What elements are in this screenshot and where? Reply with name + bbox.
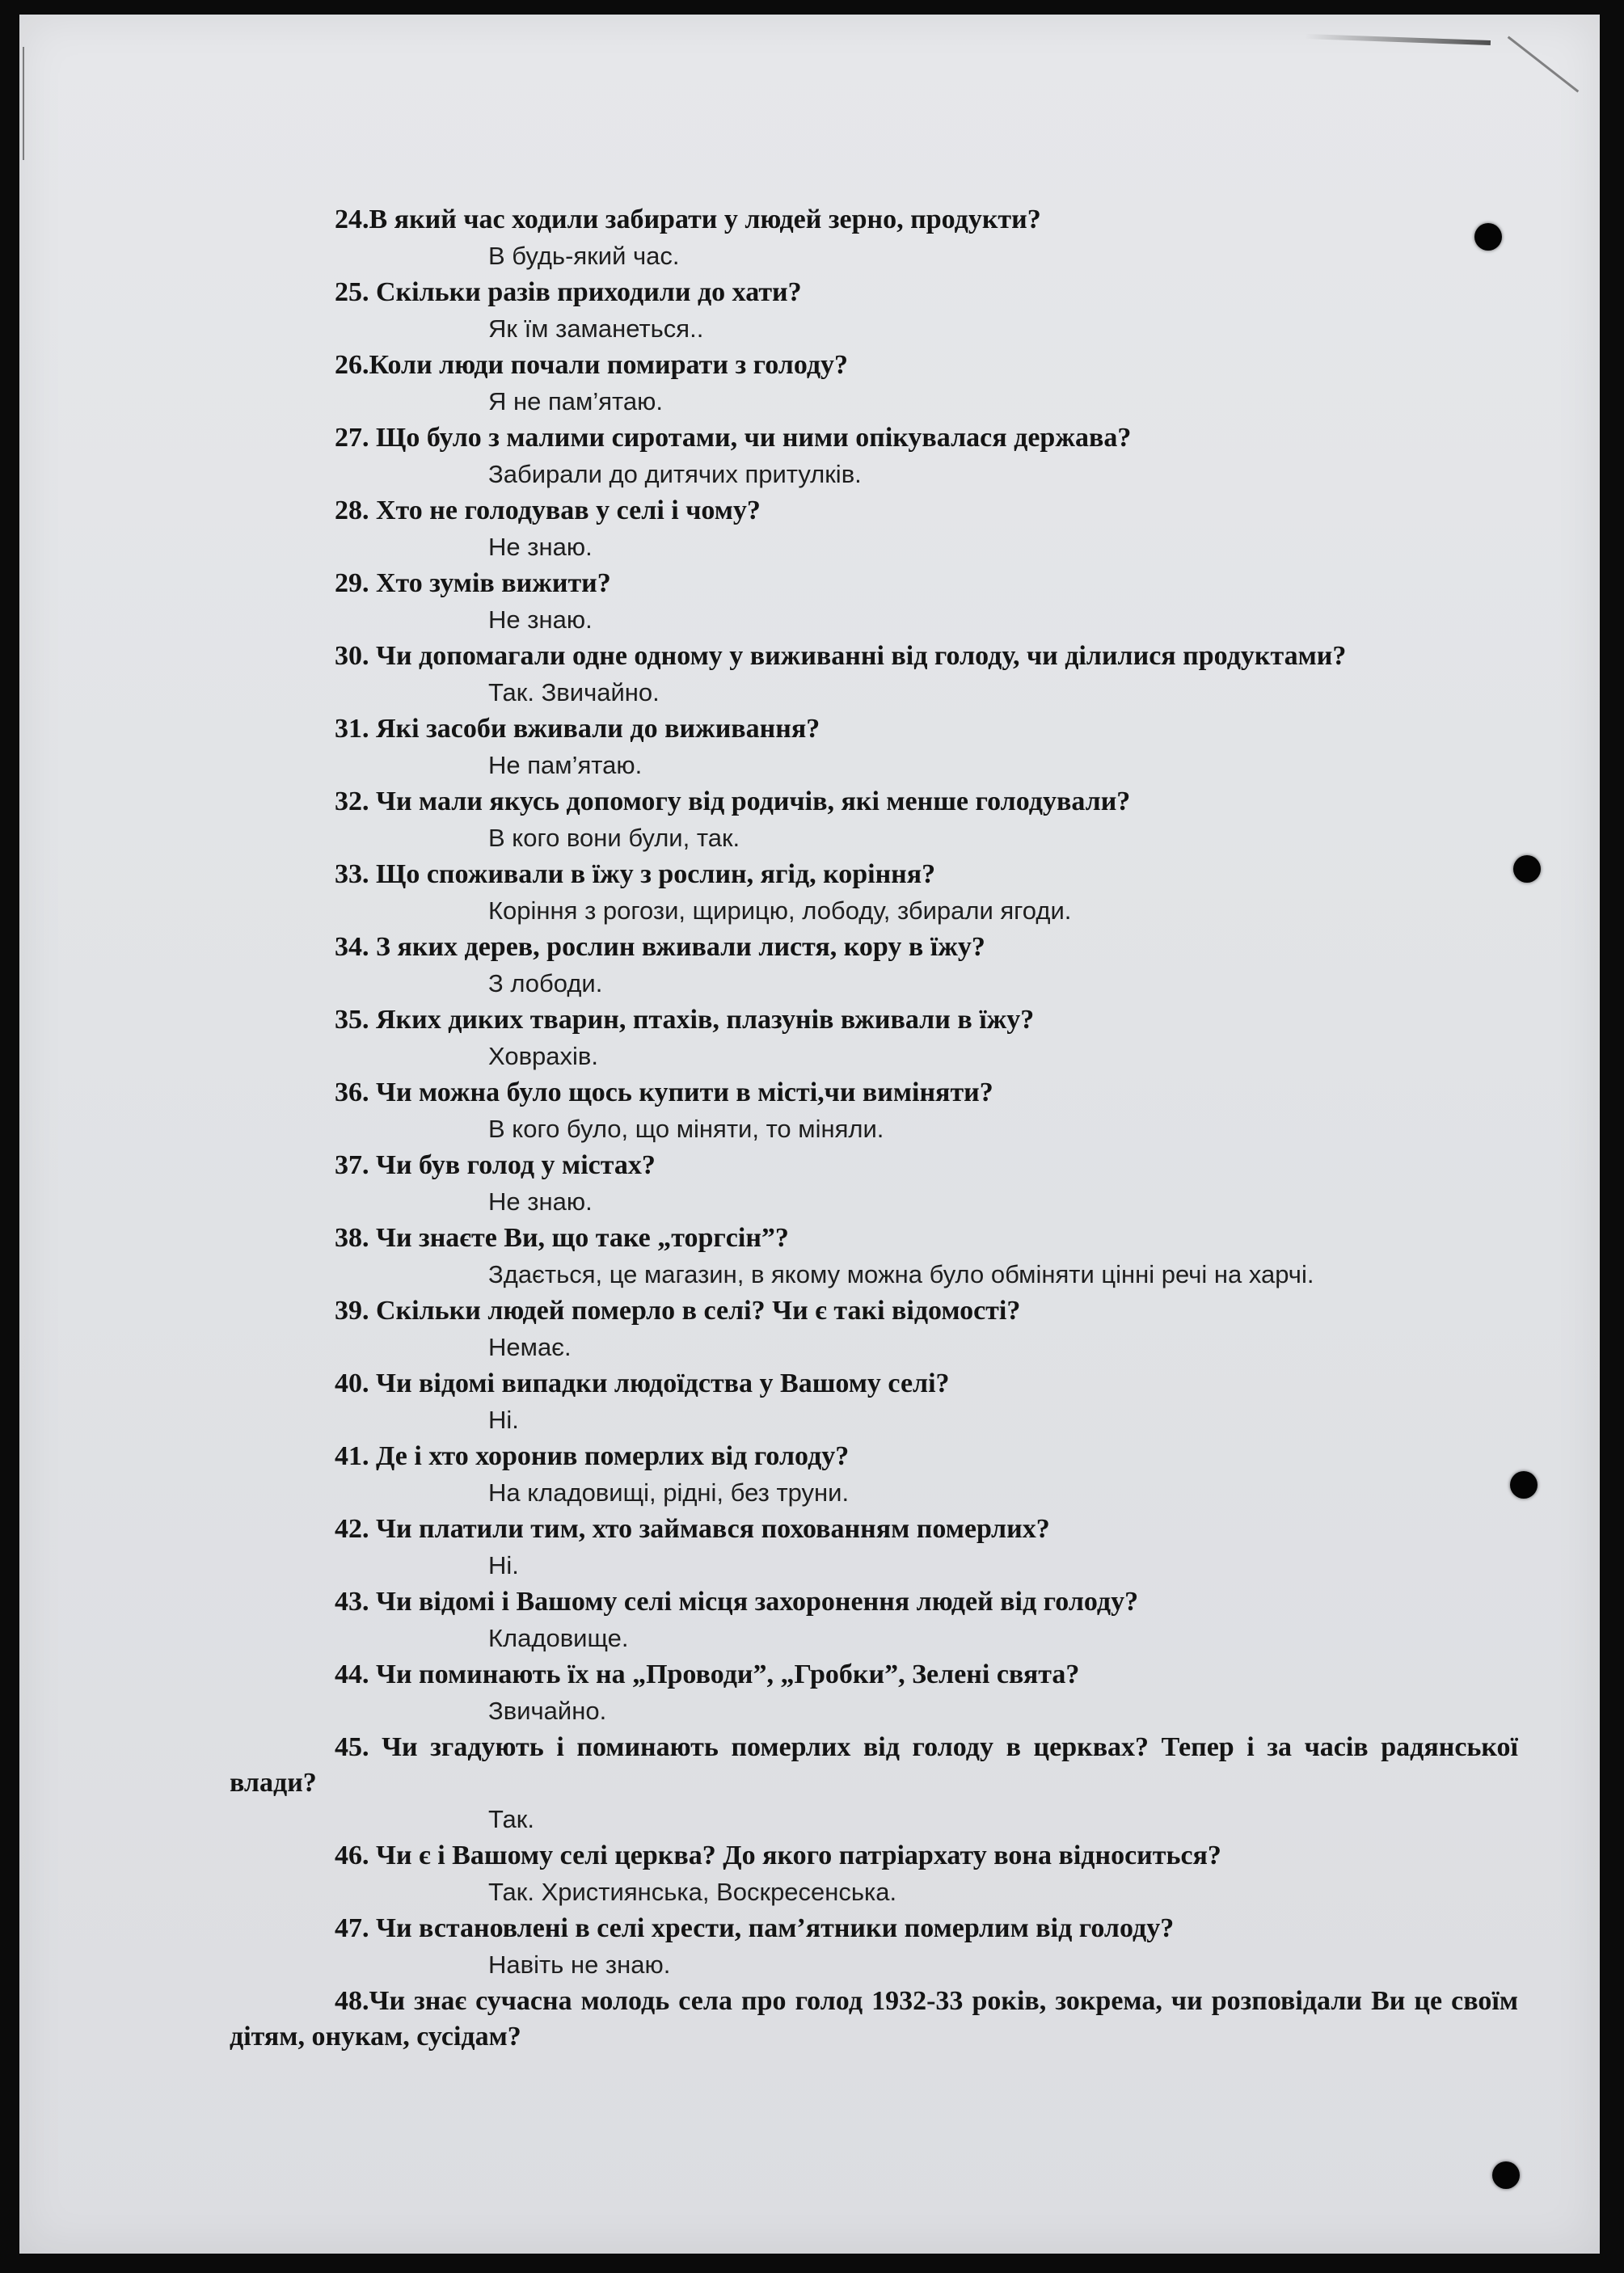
- margin-line: [23, 47, 24, 160]
- answer: З лободи.: [488, 969, 603, 997]
- staple-mark: [1305, 34, 1491, 45]
- qa-item: [230, 202, 1518, 275]
- answer: Як їм заманеться..: [488, 314, 704, 343]
- question: 25. Скільки разів приходили до хати?: [335, 277, 802, 307]
- qa-item: [230, 1148, 1518, 1221]
- question: 42. Чи платили тим, хто займався похованням померлих?: [335, 1514, 1050, 1544]
- qa-item: [230, 1366, 1518, 1439]
- punch-hole: [1492, 2161, 1520, 2189]
- question: 43. Чи відомі і Вашому селі місця захоронення людей від голоду?: [335, 1587, 1139, 1617]
- answer: Не знаю.: [488, 605, 593, 634]
- qa-item: [230, 1221, 1518, 1293]
- answer: Забирали до дитячих притулків.: [488, 460, 862, 488]
- question: 35. Яких диких тварин, птахів, плазунів вживали в їжу?: [335, 1005, 1035, 1035]
- question: 38. Чи знаєте Ви, що таке „торгсін”?: [335, 1223, 789, 1253]
- answer: Ні.: [488, 1551, 519, 1579]
- question: 44. Чи поминають їх на „Проводи”, „Гробки”, Зелені свята?: [335, 1659, 1080, 1689]
- answer: Так. Християнська, Воскресенська.: [488, 1878, 897, 1906]
- qa-item: [230, 1984, 1518, 2055]
- question: 26.Коли люди почали помирати з голоду?: [335, 350, 849, 380]
- qa-item: [230, 1657, 1518, 1730]
- answer: В кого було, що міняти, то міняли.: [488, 1115, 884, 1143]
- staple-mark-corner: [1508, 36, 1580, 92]
- qa-item: [230, 1293, 1518, 1366]
- answer: На кладовищі, рідні, без труни.: [488, 1478, 850, 1507]
- answer: Не знаю.: [488, 1187, 593, 1216]
- questionnaire-text: [230, 202, 1518, 2055]
- question: 30. Чи допомагали одне одному у виживанні від голоду, чи ділилися продуктами?: [335, 641, 1347, 671]
- question: 41. Де і хто хоронив померлих від голоду?: [335, 1441, 850, 1471]
- qa-item: [230, 1584, 1518, 1657]
- question: 27. Що було з малими сиротами, чи ними опікувалася держава?: [335, 423, 1132, 453]
- answer: Так. Звичайно.: [488, 678, 660, 706]
- qa-item: [230, 1002, 1518, 1075]
- qa-item: [230, 784, 1518, 857]
- question: 37. Чи був голод у містах?: [335, 1150, 656, 1180]
- question: 24.В який час ходили забирати у людей зерно, продукти?: [335, 205, 1041, 234]
- answer: В будь-який час.: [488, 242, 680, 270]
- answer: Навіть не знаю.: [488, 1950, 671, 1979]
- question: 36. Чи можна було щось купити в місті,чи виміняти?: [335, 1077, 993, 1107]
- qa-item: [230, 1439, 1518, 1512]
- question: 45. Чи згадують і поминають померлих від голоду в церквах? Тепер і за часів радянської влади?: [230, 1732, 1518, 1798]
- qa-item: [230, 1838, 1518, 1911]
- question: 31. Які засоби вживали до виживання?: [335, 714, 820, 744]
- answer: Не знаю.: [488, 533, 593, 561]
- qa-item: [230, 711, 1518, 784]
- answer: Так.: [488, 1805, 534, 1833]
- qa-item: [230, 566, 1518, 639]
- qa-item: [230, 1911, 1518, 1984]
- qa-item: [230, 420, 1518, 493]
- question: 32. Чи мали якусь допомогу від родичів, які менше голодували?: [335, 786, 1131, 816]
- qa-item: [230, 275, 1518, 348]
- qa-item: [230, 639, 1518, 711]
- answer: Звичайно.: [488, 1697, 607, 1725]
- question: 29. Хто зумів вижити?: [335, 568, 611, 598]
- question: 48.Чи знає сучасна молодь села про голод 1932-33 років, зокрема, чи розповідали Ви це своїм дітям, онукам, сусідам?: [230, 1986, 1518, 2052]
- qa-item: [230, 857, 1518, 930]
- answer: Ховрахів.: [488, 1042, 598, 1070]
- answer: В кого вони були, так.: [488, 824, 740, 852]
- qa-item: [230, 493, 1518, 566]
- qa-item: [230, 348, 1518, 420]
- qa-item: [230, 1512, 1518, 1584]
- answer: Здається, це магазин, в якому можна було обміняти цінні речі на харчі.: [488, 1260, 1314, 1288]
- question: 39. Скільки людей померло в селі? Чи є такі відомості?: [335, 1296, 1021, 1326]
- answer: Ні.: [488, 1406, 519, 1434]
- document-page: [19, 15, 1600, 2254]
- qa-item: [230, 1075, 1518, 1148]
- qa-item: [230, 1730, 1518, 1838]
- answer: Не пам’ятаю.: [488, 751, 643, 779]
- question: 47. Чи встановлені в селі хрести, пам’ятники померлим від голоду?: [335, 1913, 1175, 1943]
- answer: Кладовище.: [488, 1624, 629, 1652]
- question: 28. Хто не голодував у селі і чому?: [335, 496, 761, 525]
- answer: Немає.: [488, 1333, 572, 1361]
- question: 33. Що споживали в їжу з рослин, ягід, коріння?: [335, 859, 936, 889]
- question: 34. З яких дерев, рослин вживали листя, кору в їжу?: [335, 932, 985, 962]
- answer: Я не пам’ятаю.: [488, 387, 663, 415]
- answer: Коріння з рогози, щирицю, лободу, збирали ягоди.: [488, 896, 1072, 925]
- qa-item: [230, 930, 1518, 1002]
- question: 40. Чи відомі випадки людоїдства у Вашому селі?: [335, 1368, 950, 1398]
- question: 46. Чи є і Вашому селі церква? До якого патріархату вона відноситься?: [335, 1841, 1221, 1870]
